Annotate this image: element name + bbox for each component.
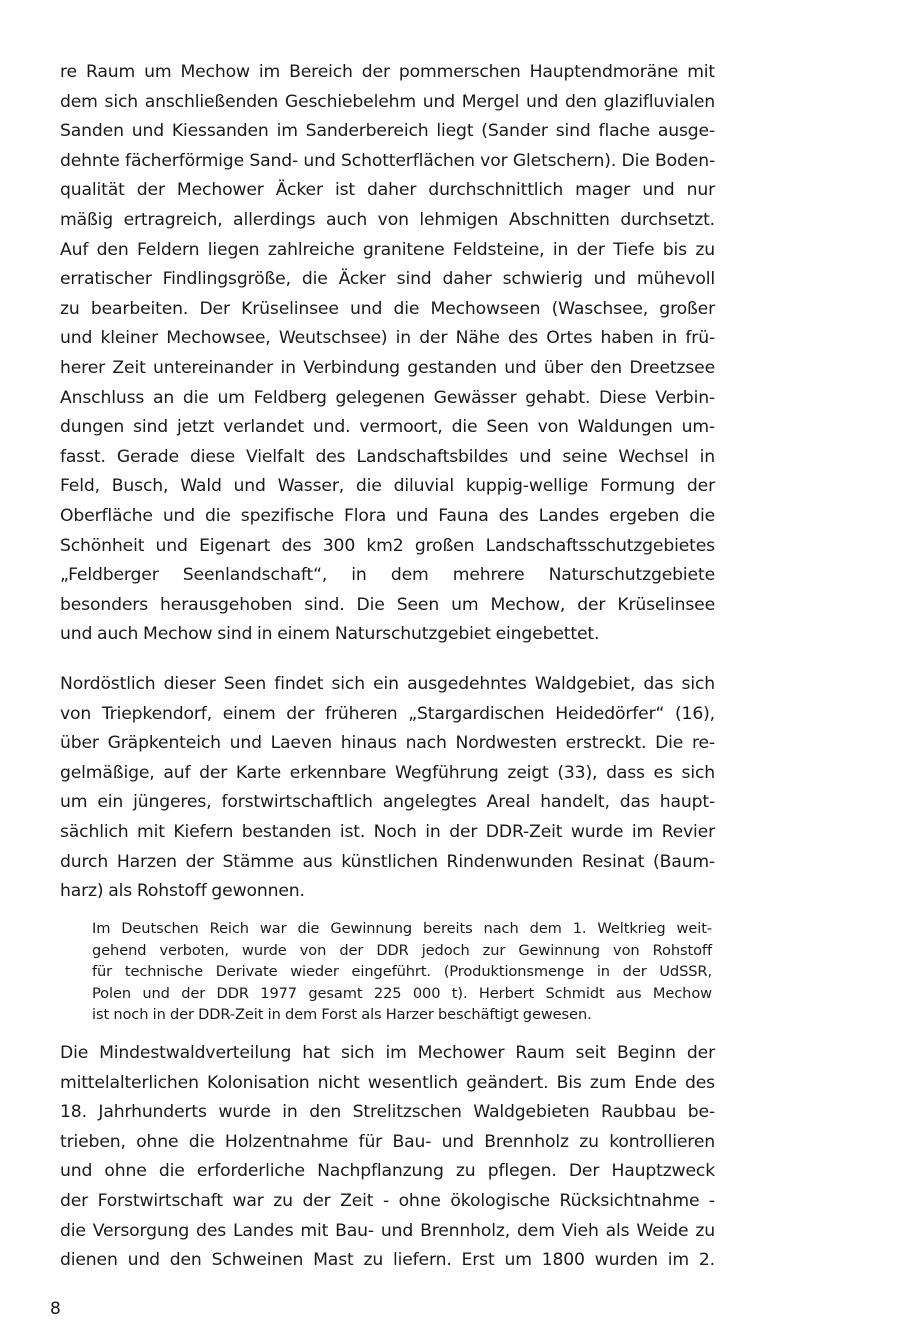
text-line: fasst. Gerade diese Vielfalt des Landschaftsbildes und seine Wechsel in xyxy=(60,446,715,467)
text-line: dem sich anschließenden Geschiebelehm und Mergel und den glazifluvialen xyxy=(60,91,715,112)
text-line: sächlich mit Kiefern bestanden ist. Noch in der DDR-Zeit wurde im Revier xyxy=(60,821,715,842)
text-line: Feld, Busch, Wald und Wasser, die diluvial kuppig-wellige Formung der xyxy=(60,476,715,497)
text-line: besonders herausgehoben sind. Die Seen um Mechow, der Krüselinsee xyxy=(60,594,715,615)
note-line: für technische Derivate wieder eingeführt. (Produktionsmenge in der UdSSR, xyxy=(92,963,712,981)
text-line: qualität der Mechower Äcker ist daher durchschnittlich mager und nur xyxy=(60,180,715,201)
text-line: über Gräpkenteich und Laeven hinaus nach Nordwesten erstreckt. Die re- xyxy=(60,733,715,754)
text-line: harz) als Rohstoff gewonnen. xyxy=(60,881,305,902)
paragraph-forest xyxy=(60,670,715,907)
text-line: Anschluss an die um Feldberg gelegenen Gewässer gehabt. Diese Verbin- xyxy=(60,387,715,408)
note-line: Polen und der DDR 1977 gesamt 225 000 t). Herbert Schmidt aus Mechow xyxy=(92,984,712,1002)
text-line: dienen und den Schweinen Mast zu liefern. Erst um 1800 wurden im 2. xyxy=(60,1250,715,1271)
text-line: „Feldberger Seenlandschaft“, in dem mehrere Naturschutzgebiete xyxy=(60,565,715,586)
text-line: Oberfläche und die spezifische Flora und Fauna des Landes ergeben die xyxy=(60,505,715,526)
text-line: und kleiner Mechowsee, Weutschsee) in der Nähe des Ortes haben in frü- xyxy=(60,328,715,349)
text-line: um ein jüngeres, forstwirtschaftlich angelegtes Areal handelt, das haupt- xyxy=(60,792,715,813)
text-line: von Triepkendorf, einem der früheren „Stargardischen Heidedörfer“ (16), xyxy=(60,703,715,724)
page-number: 8 xyxy=(50,1299,61,1319)
text-line: Auf den Feldern liegen zahlreiche granitene Feldsteine, in der Tiefe bis zu xyxy=(60,239,715,260)
paragraph-forestry-history xyxy=(60,1039,715,1276)
text-line: Die Mindestwaldverteilung hat sich im Mechower Raum seit Beginn der xyxy=(60,1043,715,1063)
text-line: dungen sind jetzt verlandet und. vermoort, die Seen von Waldungen um- xyxy=(60,417,715,438)
text-line: und ohne die erforderliche Nachpflanzung zu pflegen. Der Hauptzweck xyxy=(60,1161,715,1182)
text-line: re Raum um Mechow im Bereich der pommerschen Hauptendmoräne mit xyxy=(60,62,715,82)
text-line: und auch Mechow sind in einem Naturschutzgebiet eingebettet. xyxy=(60,624,600,645)
note-line: Im Deutschen Reich war die Gewinnung bereits nach dem 1. Weltkrieg weit- xyxy=(92,920,712,937)
indented-note xyxy=(92,918,712,1026)
note-line: gehend verboten, wurde von der DDR jedoch zur Gewinnung von Rohstoff xyxy=(92,941,712,959)
text-line: erratischer Findlingsgröße, die Äcker sind daher schwierig und mühevoll xyxy=(60,269,715,290)
text-line: durch Harzen der Stämme aus künstlichen Rindenwunden Resinat (Baum- xyxy=(60,851,715,872)
text-line: Nordöstlich dieser Seen findet sich ein ausgedehntes Waldgebiet, das sich xyxy=(60,674,715,694)
text-line: gelmäßige, auf der Karte erkennbare Wegführung zeigt (33), dass es sich xyxy=(60,762,715,783)
note-line: ist noch in der DDR-Zeit in dem Forst als Harzer beschäftigt gewesen. xyxy=(92,1006,592,1024)
text-line: Schönheit und Eigenart des 300 km2 großen Landschaftsschutzgebietes xyxy=(60,535,715,556)
paragraph-landscape xyxy=(60,58,715,650)
text-line: der Forstwirtschaft war zu der Zeit - ohne ökologische Rücksichtnahme - xyxy=(60,1190,715,1211)
text-line: die Versorgung des Landes mit Bau- und Brennholz, dem Vieh als Weide zu xyxy=(60,1220,715,1241)
text-line: Sanden und Kiessanden im Sanderbereich liegt (Sander sind flache ausge- xyxy=(60,121,715,142)
text-line: mäßig ertragreich, allerdings auch von lehmigen Abschnitten durchsetzt. xyxy=(60,209,715,230)
text-line: 18. Jahrhunderts wurde in den Strelitzschen Waldgebieten Raubbau be- xyxy=(60,1102,715,1123)
text-line: trieben, ohne die Holzentnahme für Bau- und Brennholz zu kontrollieren xyxy=(60,1131,715,1152)
text-line: zu bearbeiten. Der Krüselinsee und die Mechowseen (Waschsee, großer xyxy=(60,298,715,319)
text-line: mittelalterlichen Kolonisation nicht wesentlich geändert. Bis zum Ende des xyxy=(60,1072,715,1093)
text-line: herer Zeit untereinander in Verbindung gestanden und über den Dreetzsee xyxy=(60,357,715,378)
text-line: dehnte fächerförmige Sand- und Schotterflächen vor Gletschern). Die Boden- xyxy=(60,150,715,171)
